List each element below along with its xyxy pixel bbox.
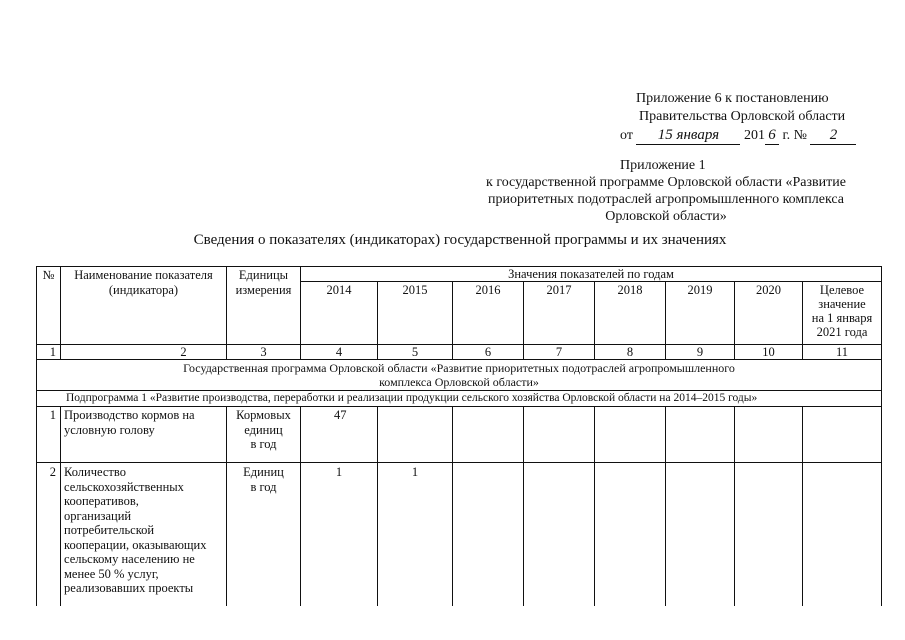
- appendix6-line2: Правительства Орловской области: [639, 109, 846, 124]
- program-row: [37, 361, 881, 389]
- row2-name-line: реализовавших проекты: [64, 581, 194, 595]
- header-name-line1: Наименование показателя: [74, 268, 213, 282]
- indicators-table: [36, 266, 882, 606]
- year-suffix: г. №: [782, 128, 807, 143]
- row2-name-line: Количество: [64, 465, 126, 479]
- table-line: [36, 266, 37, 606]
- table-line: [60, 406, 61, 606]
- header-target-line3: на 1 января: [811, 311, 873, 325]
- header-year-2016: 2016: [475, 283, 501, 297]
- appendix1-line3: приоритетных подотраслей агропромышленного комплекса: [488, 192, 844, 207]
- colnum-6: 6: [484, 345, 492, 359]
- colnum-9: 9: [696, 345, 704, 359]
- colnum-7: 7: [555, 345, 563, 359]
- colnum-4: 4: [335, 345, 343, 359]
- header-name-line2: (индикатора): [108, 282, 179, 297]
- table-line: [36, 406, 882, 407]
- appendix1-line4: Орловской области»: [605, 209, 727, 224]
- header-target-line4: 2021 года: [816, 325, 868, 339]
- table-line: [377, 406, 378, 606]
- appendix1-line2: к государственной программе Орловской области «Развитие: [486, 175, 846, 190]
- program-line2: комплекса Орловской области»: [379, 375, 539, 389]
- row1-name: [64, 408, 226, 437]
- row1-unit-line: единиц: [244, 422, 283, 437]
- table-line: [665, 406, 666, 606]
- table-line: [452, 406, 453, 606]
- header-num: №: [42, 268, 55, 282]
- row2-value-2015: 1: [411, 465, 419, 479]
- row2-name-line: сельскому населению не: [64, 552, 195, 566]
- year-prefix: 201: [743, 128, 765, 143]
- colnum-5: 5: [411, 345, 419, 359]
- row1-name-line: Производство кормов на: [64, 408, 195, 422]
- table-line: [523, 406, 524, 606]
- header-unit-line2: измерения: [235, 282, 292, 297]
- table-line: [36, 462, 882, 463]
- colnum-11: 11: [835, 345, 849, 359]
- row2-name-line: организаций: [64, 508, 132, 523]
- header-unit: [227, 268, 300, 297]
- colnum-3: 3: [260, 345, 267, 359]
- table-line: [734, 406, 735, 606]
- appendix6-date-line: [620, 127, 856, 145]
- header-name: [61, 268, 226, 297]
- colnum-1: 1: [49, 345, 56, 359]
- header-year-2014: 2014: [326, 283, 352, 297]
- row1-name-line: условную голову: [64, 422, 155, 437]
- appendix1-line1: Приложение 1: [620, 158, 706, 173]
- header-unit-line1: Единицы: [238, 268, 289, 282]
- header-year-2020: 2020: [756, 283, 781, 297]
- header-values-group: Значения показателей по годам: [508, 267, 674, 281]
- row1-unit-line: в год: [250, 437, 277, 451]
- row2-name-line: менее 50 % услуг,: [64, 566, 159, 581]
- header-year-2018: 2018: [617, 283, 643, 297]
- row2-name-line: кооперации, оказывающих: [64, 537, 207, 552]
- row2-unit: [227, 465, 300, 494]
- row2-name-line: потребительской: [64, 523, 155, 537]
- table-line: [881, 266, 882, 606]
- row2-num: 2: [49, 465, 56, 479]
- row2-name-line: кооперативов,: [64, 494, 139, 508]
- header-year-2019: 2019: [687, 283, 713, 297]
- row2-value-2014: 1: [335, 465, 343, 479]
- date-handwritten: 15 января: [636, 127, 740, 145]
- colnum-2: 2: [180, 345, 187, 359]
- table-line: [300, 406, 301, 606]
- row1-num: 1: [49, 408, 56, 422]
- table-line: [802, 406, 803, 606]
- row2-name-line: сельскохозяйственных: [64, 479, 184, 494]
- row2-unit-line: Единиц: [243, 465, 284, 479]
- row1-unit: [227, 408, 300, 452]
- colnum-10: 10: [762, 345, 775, 359]
- colnum-8: 8: [626, 345, 634, 359]
- document-title: Сведения о показателях (индикаторах) государственной программы и их значениях: [193, 232, 727, 248]
- row2-unit-line: в год: [250, 479, 277, 494]
- subprogram-row: Подпрограмма 1 «Развитие производства, переработки и реализации продукции сельского хозяйства Орловской области на 2014–2015 годы»: [66, 392, 758, 404]
- row1-unit-line: Кормовых: [236, 408, 291, 422]
- year-digit-handwritten: 6: [765, 127, 779, 145]
- header-target-line2: значение: [818, 297, 866, 311]
- date-prefix: от: [620, 128, 633, 143]
- row1-value-2014: 47: [334, 408, 347, 422]
- program-line1: Государственная программа Орловской области «Развитие приоритетных подотраслей агропромышленного: [183, 361, 735, 375]
- header-year-2017: 2017: [546, 283, 572, 297]
- header-target-line1: Целевое: [819, 283, 865, 297]
- appendix6-line1: Приложение 6 к постановлению: [636, 91, 829, 106]
- number-handwritten: 2: [810, 127, 856, 145]
- row2-name: [64, 465, 226, 596]
- table-line: [594, 406, 595, 606]
- header-target: [803, 283, 881, 339]
- header-year-2015: 2015: [402, 283, 428, 297]
